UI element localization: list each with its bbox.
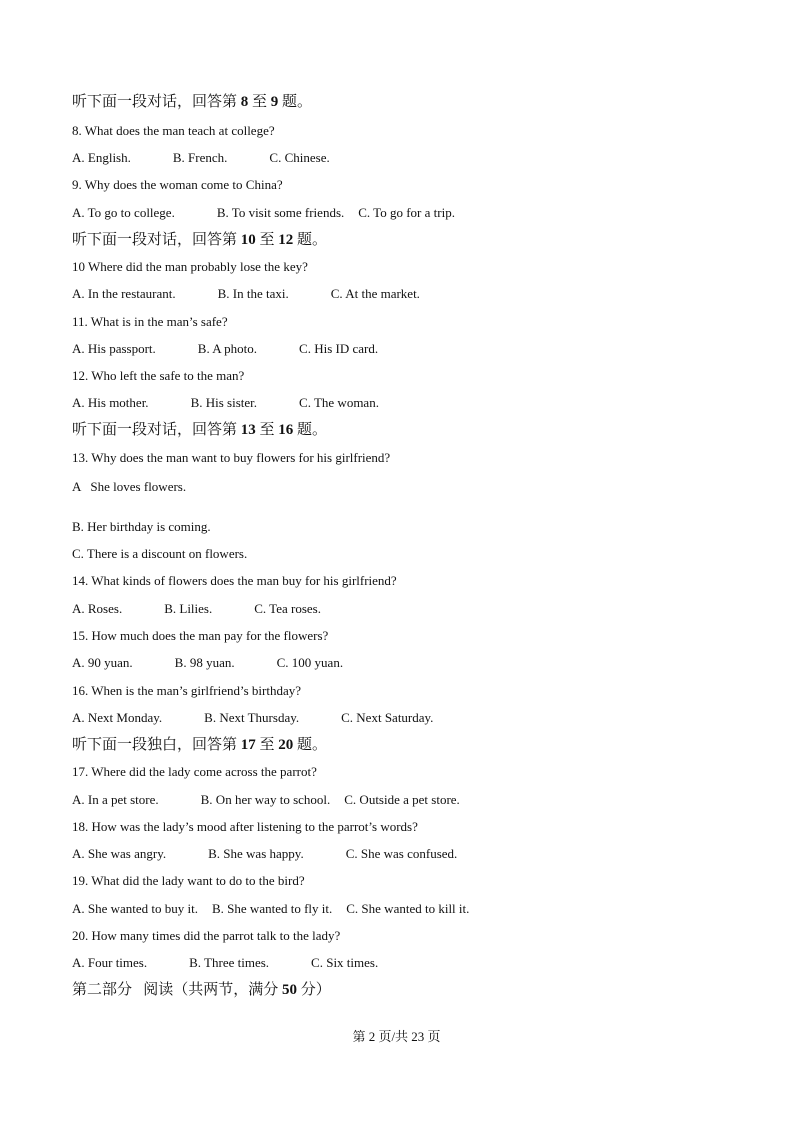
question-text: 18. How was the lady’s mood after listening to the parrot’s words? (72, 819, 418, 834)
answer-option: A. In the restaurant. (72, 286, 176, 301)
answer-option: C. She was confused. (345, 846, 458, 861)
answer-option: C. 100 yuan. (276, 655, 344, 670)
answer-option: C. Next Saturday. (341, 710, 434, 725)
answer-option: B. She wanted to fly it. (212, 901, 333, 916)
answer-option: C. The woman. (299, 395, 379, 410)
answer-option: B. She was happy. (208, 846, 304, 861)
answer-option: A. English. (72, 150, 131, 165)
answer-option: B. Three times. (189, 955, 270, 970)
answer-option: C. Tea roses. (254, 601, 321, 616)
answer-option: C. At the market. (330, 286, 420, 301)
answer-option: A. His passport. (72, 341, 156, 356)
section-heading: 听下面一段对话，回答第 8 至 9 题。 (72, 94, 313, 110)
answer-option: C. To go for a trip. (358, 205, 455, 220)
question-text: 16. When is the man’s girlfriend’s birthday? (72, 683, 302, 698)
question-text: 17. Where did the lady come across the parrot? (72, 764, 317, 779)
question-text: 14. What kinds of flowers does the man buy for his girlfriend? (72, 573, 397, 588)
answer-option: A. 90 yuan. (72, 655, 133, 670)
question-text: 12. Who left the safe to the man? (72, 368, 245, 383)
question-text: 13. Why does the man want to buy flowers for his girlfriend? (72, 450, 391, 465)
answer-option: B. Next Thursday. (204, 710, 300, 725)
question-text: 9. Why does the woman come to China? (72, 177, 283, 192)
section-heading: 第二部分 阅读（共两节，满分 50 分） (72, 982, 331, 998)
section-heading: 听下面一段对话，回答第 10 至 12 题。 (72, 232, 328, 248)
answer-option: B. 98 yuan. (174, 655, 235, 670)
answer-option: A. She wanted to buy it. (72, 901, 199, 916)
answer-option: A. His mother. (72, 395, 149, 410)
question-text: 15. How much does the man pay for the flowers? (72, 628, 329, 643)
answer-option: A. To go to college. (72, 205, 175, 220)
answer-option: C. She wanted to kill it. (346, 901, 470, 916)
answer-option: C. Chinese. (269, 150, 330, 165)
answer-option: A. Next Monday. (72, 710, 163, 725)
answer-option: A. She was angry. (72, 846, 167, 861)
question-text: 19. What did the lady want to do to the bird? (72, 873, 305, 888)
question-text: 11. What is in the man’s safe? (72, 314, 228, 329)
answer-option: B. To visit some friends. (216, 205, 345, 220)
question-text: 8. What does the man teach at college? (72, 123, 275, 138)
answer-option: B. French. (172, 150, 228, 165)
page-footer: 第 2 页/共 23 页 (352, 1029, 441, 1044)
answer-option: C. Outside a pet store. (344, 792, 460, 807)
answer-option: B. On her way to school. (200, 792, 331, 807)
question-text: B. Her birthday is coming. (72, 519, 211, 534)
question-text: 20. How many times did the parrot talk to the lady? (72, 928, 341, 943)
answer-option: B. A photo. (197, 341, 258, 356)
question-text: 10 Where did the man probably lose the key? (72, 259, 308, 274)
question-text: A She loves flowers. (72, 479, 187, 494)
section-heading: 听下面一段对话，回答第 13 至 16 题。 (72, 422, 328, 438)
question-text: C. There is a discount on flowers. (72, 546, 248, 561)
section-heading: 听下面一段独白，回答第 17 至 20 题。 (72, 737, 328, 753)
answer-option: B. Lilies. (164, 601, 213, 616)
answer-option: A. Roses. (72, 601, 123, 616)
answer-option: B. In the taxi. (217, 286, 289, 301)
answer-option: B. His sister. (190, 395, 258, 410)
answer-option: C. Six times. (311, 955, 379, 970)
answer-option: A. In a pet store. (72, 792, 159, 807)
answer-option: C. His ID card. (299, 341, 379, 356)
answer-option: A. Four times. (72, 955, 148, 970)
